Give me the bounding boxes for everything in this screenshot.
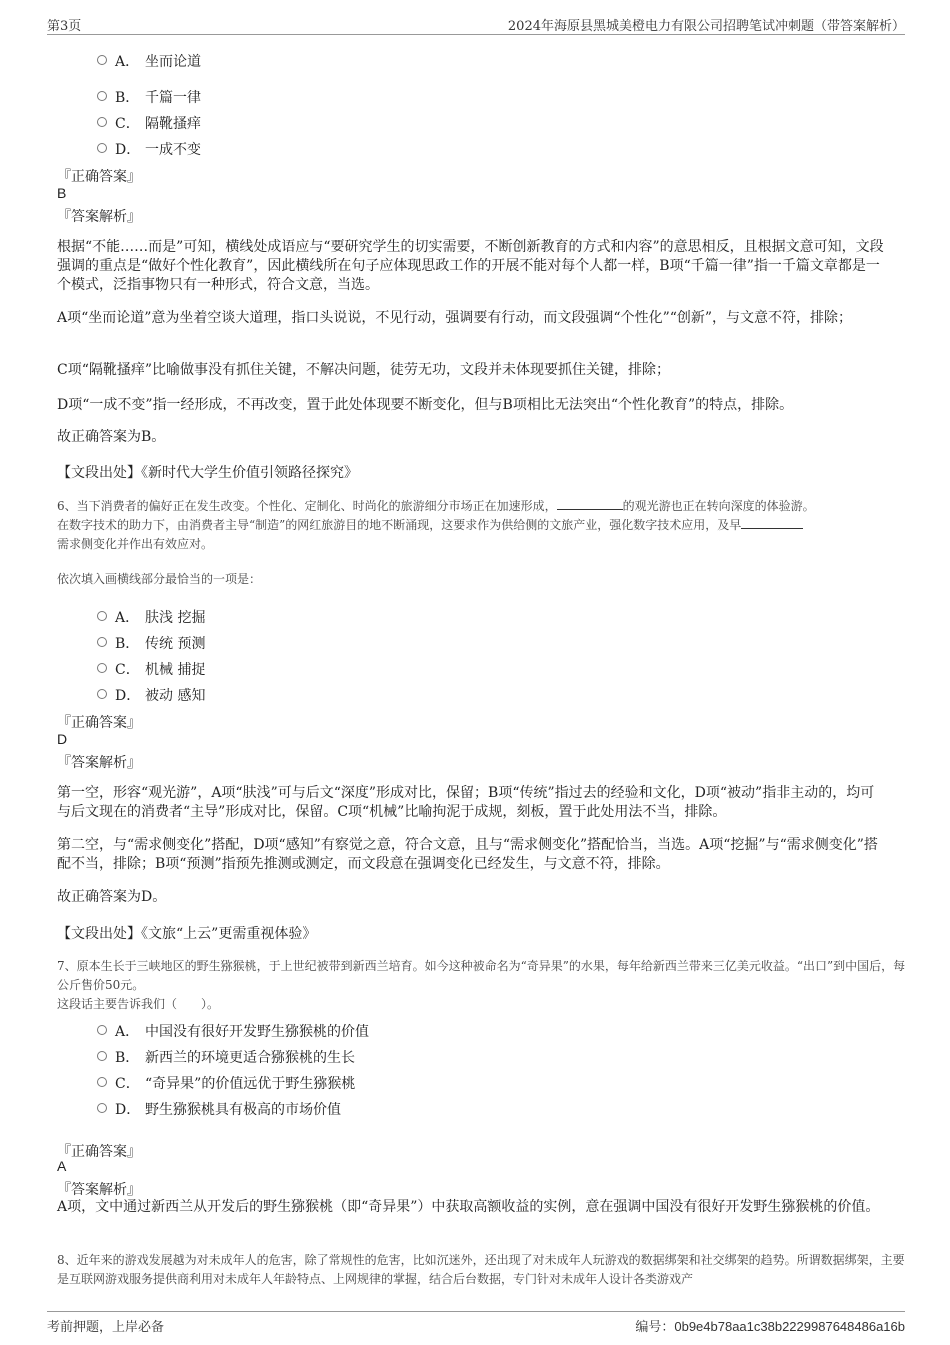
page-header [47,14,905,35]
radio-icon[interactable] [97,1025,107,1035]
q6-analysis-label: 『答案解析』 [57,755,141,771]
q7-answer: A [57,1158,67,1174]
radio-icon[interactable] [97,91,107,101]
q6-analysis-paragraph: 故正确答案为D。 [57,889,167,905]
radio-icon[interactable] [97,663,107,673]
radio-icon[interactable] [97,1077,107,1087]
radio-icon[interactable] [97,117,107,127]
q5-analysis-label: 『答案解析』 [57,209,141,225]
q5-answer: B [57,185,67,201]
page-number: 第3页 [47,19,82,34]
q7-prompt: 这段话主要告诉我们（ ）。 [57,997,220,1011]
radio-icon[interactable] [97,611,107,621]
q5-analysis-paragraph: 根据“不能……而是”可知，横线处成语应与“要研究学生的切实需要，不断创新教育的方式和内容”的意思相反，且根据文意可知，文段强调的重点是“做好个性化教育”，因此横线所在句子应体现思政工作的开展不能对每个人都一样，B项“千篇一律”指一千篇文章都是一个模式，泛指事物只有一种形式，符合文意，当选。 [57,239,884,293]
q7-stem: 7、原本生长于三峡地区的野生猕猴桃，于上世纪被带到新西兰培育。如今这种被命名为“奇异果”的水果，每年给新西兰带来三亿美元收益。“出口”到中国后，每公斤售价50元。 [57,959,906,992]
q7-analysis-paragraph: A项，文中通过新西兰从开发后的野生猕猴桃（即“奇异果”）中获取高额收益的实例，意在强调中国没有很好开发野生猕猴桃的价值。 [57,1199,880,1215]
q6-prompt: 依次填入画横线部分最恰当的一项是： [57,572,262,586]
radio-icon[interactable] [97,1103,107,1113]
radio-icon[interactable] [97,143,107,153]
q5-answer-label: 『正确答案』 [57,169,141,185]
q6-stem: 6、当下消费者的偏好正在发生改变。个性化、定制化、时尚化的旅游细分市场正在加速形成， 的观光游也正在转向深度的体验游。 在数字技术的助力下，由消费者主导“制造”的网红旅游目的地不断涌现，这要求作为供给侧的文旅产业，强化数字技术应用，及早 需求侧变化并作出有效应对。 [57,499,815,551]
blank-line [557,497,623,510]
q6-source: 【文段出处】《文旅“上云”更需重视体验》 [57,926,317,942]
q5-analysis-paragraph: C项“隔靴搔痒”比喻做事没有抓住关键，不解决问题，徒劳无功，文段并未体现要抓住关键，排除； [57,362,671,378]
q5-analysis-paragraph: A项“坐而论道”意为坐着空谈大道理，指口头说说，不见行动，强调要有行动，而文段强调“个性化”“创新”，与文意不符，排除； [57,310,853,326]
q5-analysis-paragraph: 故正确答案为B。 [57,429,166,445]
q6-answer-label: 『正确答案』 [57,715,141,731]
radio-icon[interactable] [97,55,107,65]
radio-icon[interactable] [97,1051,107,1061]
q7-analysis-label: 『答案解析』 [57,1182,141,1198]
document-id: 编号：0b9e4b78aa1c38b2229987648486a16b [635,1319,905,1335]
q6-answer: D [57,731,68,747]
q5-analysis-paragraph: D项“一成不变”指一经形成，不再改变，置于此处体现要不断变化，但与B项相比无法突出“个性化教育”的特点，排除。 [57,397,794,413]
q5-source: 【文段出处】《新时代大学生价值引领路径探究》 [57,465,358,481]
radio-icon[interactable] [97,689,107,699]
document-title: 2024年海原县黑城美橙电力有限公司招聘笔试冲刺题（带答案解析） [507,19,905,34]
blank-line [741,516,803,529]
q8-stem: 8、近年来的游戏发展越为对未成年人的危害，除了常规性的危害，比如沉迷外，还出现了对未成年人玩游戏的数据绑架和社交绑架的趋势。所谓数据绑架，主要是互联网游戏服务提供商利用对未成年人年龄特点、上网规律的掌握，结合后台数据，专门针对未成年人设计各类游戏产 [57,1253,905,1286]
q6-analysis-paragraph: 第二空，与“需求侧变化”搭配，D项“感知”有察觉之意，符合文意，且与“需求侧变化”搭配恰当，当选。A项“挖掘”与“需求侧变化”搭配不当，排除；B项“预测”指预先推测或测定，而文段意在强调变化已经发生，与文意不符，排除。 [57,837,878,872]
footer-slogan: 考前押题，上岸必备 [47,1320,165,1335]
q6-analysis-paragraph: 第一空，形容“观光游”，A项“肤浅”可与后文“深度”形成对比，保留；B项“传统”指过去的经验和文化，D项“被动”指非主动的，均可与后文现在的消费者“主导”形成对比，保留。C项“机械”比喻拘泥于成规，刻板，置于此处用法不当，排除。 [57,785,875,820]
page-footer [47,1311,905,1334]
q7-answer-label: 『正确答案』 [57,1144,141,1160]
radio-icon[interactable] [97,637,107,647]
